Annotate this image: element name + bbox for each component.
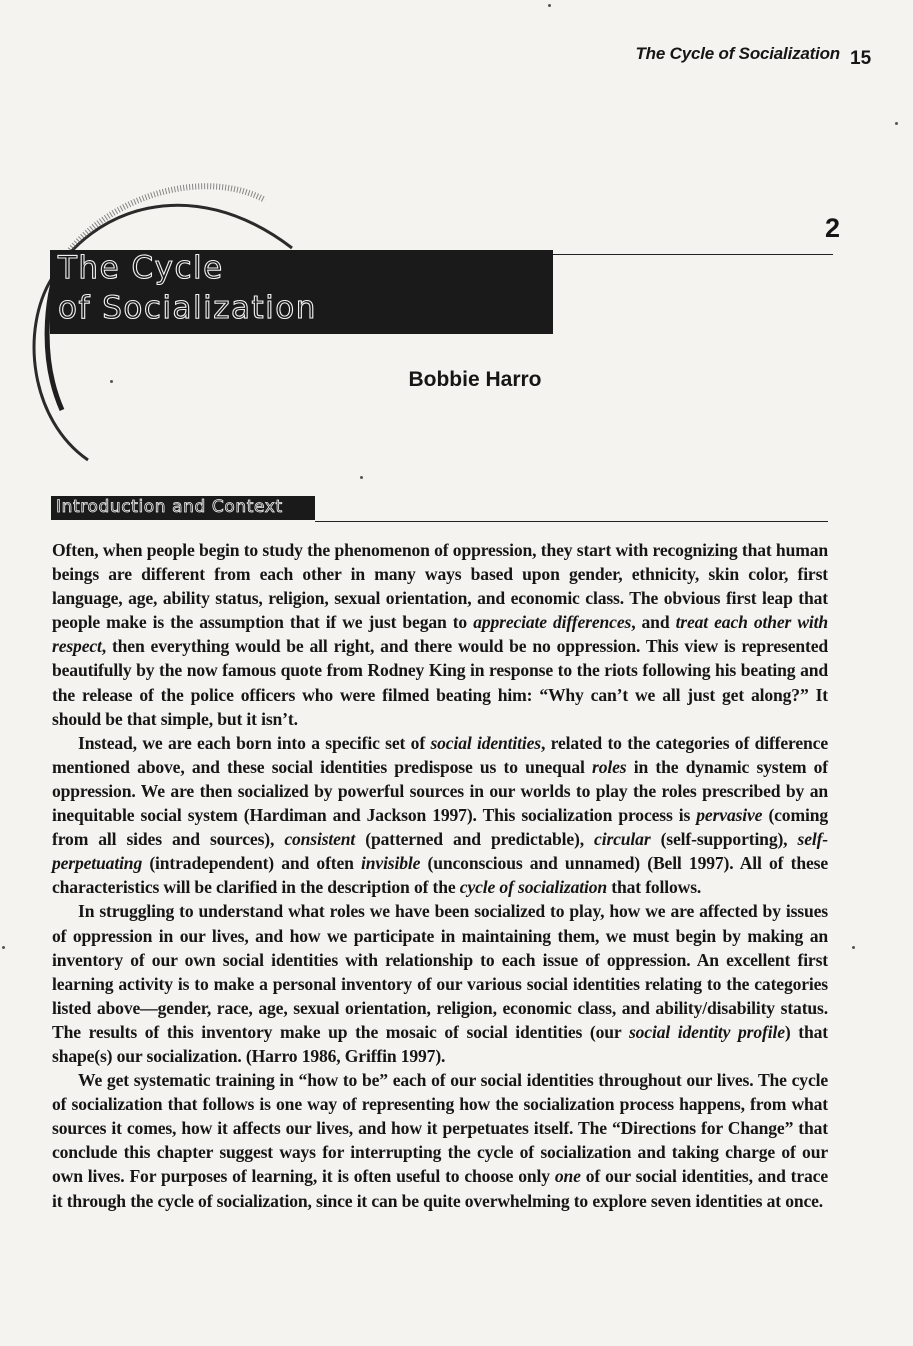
paragraph-text: ) that shape(s) our socialization. (Harro 1986, Griffin 1997). (52, 1021, 828, 1066)
paragraph-text: We get systematic training in “how to be” each of our social identities throughout our lives. The cycle of socialization that follows is one way of representing how the socialization process happens, from what sources it comes, how it affects our lives, and how it perpetuates itself. The “Directions for Change” that conclude this chapter suggest ways for interrupting the cycle of socialization and taking charge of our own lives. For purposes of learning, it is often useful to choose only (52, 1070, 828, 1187)
body-paragraph (52, 1068, 828, 1213)
scan-speck (548, 4, 551, 7)
paragraph-text: of our social identities, and trace it through the cycle of socialization, since it can be quite overwhelming to explore seven identities at once. (52, 1166, 828, 1211)
paragraph-text: in the dynamic system of oppression. We are then socialized by powerful sources in our worlds to play the roles prescribed by an inequitable social system (Hardiman and Jackson 1997). This socialization process is (52, 756, 828, 826)
body-paragraph (52, 899, 828, 1068)
emphasized-term: one (554, 1166, 581, 1187)
chapter-rule (553, 254, 833, 255)
emphasized-term: self-perpetuating (52, 829, 829, 874)
emphasized-term: pervasive (696, 805, 763, 826)
chapter-title-block (50, 250, 553, 334)
emphasized-term: circular (594, 829, 651, 850)
emphasized-term: treat each other with respect (52, 612, 829, 657)
paragraph-text: , and (631, 612, 676, 633)
scan-speck (895, 122, 898, 125)
paragraph-text: , related to the categories of difference mentioned above, and these social identities predispose us to unequal (52, 732, 828, 777)
scan-speck (110, 380, 113, 383)
emphasized-term: social identity profile (628, 1021, 785, 1042)
scan-speck (852, 946, 855, 949)
emphasized-term: roles (592, 756, 627, 777)
emphasized-term: appreciate differences (473, 612, 632, 633)
chapter-title-line-1: The Cycle (58, 250, 224, 286)
paragraph-text: (self-supporting), (650, 829, 798, 850)
section-rule (315, 521, 828, 522)
emphasized-term: cycle of socialization (459, 877, 607, 898)
scan-speck (2, 946, 5, 949)
section-heading-block (51, 496, 315, 520)
paragraph-text: (intradependent) and often (142, 853, 362, 874)
paragraph-text: (unconscious and unnamed) (Bell 1997). All of these characteristics will be clarified in the description of the (52, 853, 828, 898)
chapter-number: 2 (824, 213, 840, 243)
running-head-title: The Cycle of Socialization (635, 44, 840, 63)
page-number: 15 (850, 48, 872, 69)
chapter-title-line-2: of Socialization (58, 290, 317, 326)
paragraph-text: that follows. (607, 877, 702, 898)
paragraph-text: In struggling to understand what roles we have been socialized to play, how we are affected by issues of oppression in our lives, and how we participate in maintaining them, we must begin by making an inventory of our own social identities with relationship to each issue of oppression. An excellent first learning activity is to make a personal inventory of our various social identities relating to the categories listed above—gender, race, age, sexual orientation, religion, economic class, and ability/disability status. The results of this inventory make up the mosaic of social identities (our (52, 901, 828, 1042)
paragraph-text: Instead, we are each born into a specific set of (78, 732, 431, 753)
paragraph-text: , then everything would be all right, and there would be no oppression. This view is represented beautifully by the now famous quote from Rodney King in response to the riots following his beating and the release of the police officers who were filmed beating him: “Why can’t we all just get along?” It should be that simple, but it isn’t. (52, 636, 828, 729)
paragraph-text: (patterned and predictable), (355, 829, 595, 850)
section-heading: Introduction and Context (56, 497, 283, 517)
author-name: Bobbie Harro (408, 368, 542, 391)
body-text (52, 538, 828, 1213)
paragraph-text: Often, when people begin to study the phenomenon of oppression, they start with recognizing that human beings are different from each other in many ways based upon gender, ethnicity, skin color, first language, age, ability status, religion, sexual orientation, and economic class. The obvious first leap that people make is the assumption that if we just began to (52, 540, 828, 633)
emphasized-term: consistent (284, 829, 356, 850)
scan-speck (360, 476, 363, 479)
body-paragraph (52, 731, 828, 900)
paragraph-text: (coming from all sides and sources), (52, 805, 828, 850)
body-paragraph (52, 538, 828, 731)
emphasized-term: invisible (361, 853, 421, 874)
emphasized-term: social identities (430, 732, 541, 753)
